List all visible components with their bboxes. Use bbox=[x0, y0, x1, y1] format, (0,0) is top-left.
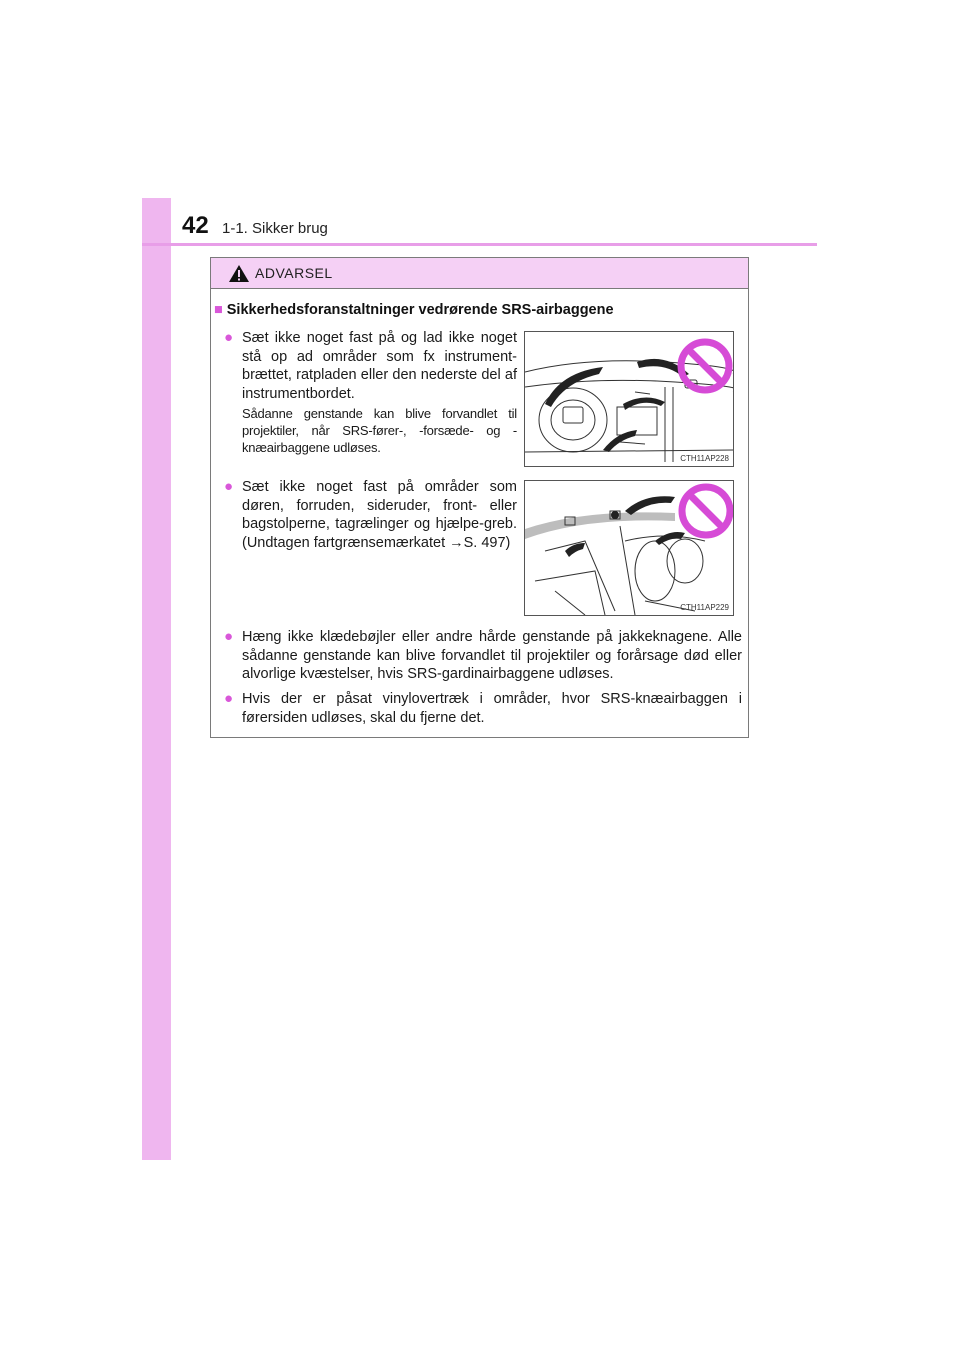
bullet-dot-icon: ● bbox=[224, 628, 234, 645]
square-marker: ■ bbox=[214, 302, 223, 318]
bullet-text: Sæt ikke noget fast på og lad ikke noget stå op ad områder som fx instrument-brættet, ratpladen eller den nederste del af instrumentbordet. bbox=[242, 330, 517, 402]
figure-dashboard bbox=[524, 331, 734, 467]
bullet-item bbox=[224, 478, 517, 552]
subheading-text: Sikkerhedsforanstaltninger vedrørende SRS-airbaggene bbox=[226, 302, 614, 318]
bullet-text: Sæt ikke noget fast på områder som døren, forruden, sideruder, front- eller bagstolperne, tagrælinger og hjælpe-greb. (Undtagen fartgrænsemærkatet →S. 497) bbox=[242, 479, 517, 551]
warning-box bbox=[210, 257, 749, 738]
bullet-subtext: Sådanne genstande kan blive forvandlet til projektiler, når SRS-fører-, -forsæde- og -knæairbaggene udløses. bbox=[242, 406, 517, 455]
figure-code: CTH11AP228 bbox=[680, 454, 729, 463]
bullet-item bbox=[224, 329, 517, 456]
warning-header bbox=[211, 258, 748, 289]
warning-label: ADVARSEL bbox=[255, 265, 333, 281]
bullet-dot-icon: ● bbox=[224, 690, 234, 707]
bullet-dot-icon: ● bbox=[224, 478, 234, 495]
section-title: 1-1. Sikker brug bbox=[222, 220, 328, 237]
bullet-text: Hvis der er påsat vinylovertræk i områder, hvor SRS-knæairbaggen i førersiden udløses, skal du fjerne det. bbox=[242, 691, 742, 726]
figure-interior bbox=[524, 480, 734, 616]
bullet-item bbox=[224, 690, 742, 727]
page-number: 42 bbox=[182, 212, 209, 239]
chapter-side-bar bbox=[142, 198, 171, 1160]
bullet-item bbox=[224, 628, 742, 684]
interior-illustration bbox=[525, 481, 733, 615]
prohibition-icon bbox=[681, 342, 729, 390]
header-rule bbox=[142, 243, 817, 246]
dashboard-illustration bbox=[525, 332, 733, 466]
prohibition-icon bbox=[682, 487, 730, 535]
figure-code: CTH11AP229 bbox=[680, 603, 729, 612]
bullet-text: Hæng ikke klædebøjler eller andre hårde genstande på jakkeknagene. Alle sådanne genstande kan blive forvandlet til projektiler og forårsage død eller alvorlige kvæstelser, hvis SRS-gardinairbaggene udløses. bbox=[242, 629, 742, 682]
bullet-dot-icon: ● bbox=[224, 329, 234, 346]
subheading bbox=[214, 302, 614, 318]
warning-triangle-icon bbox=[228, 264, 250, 283]
